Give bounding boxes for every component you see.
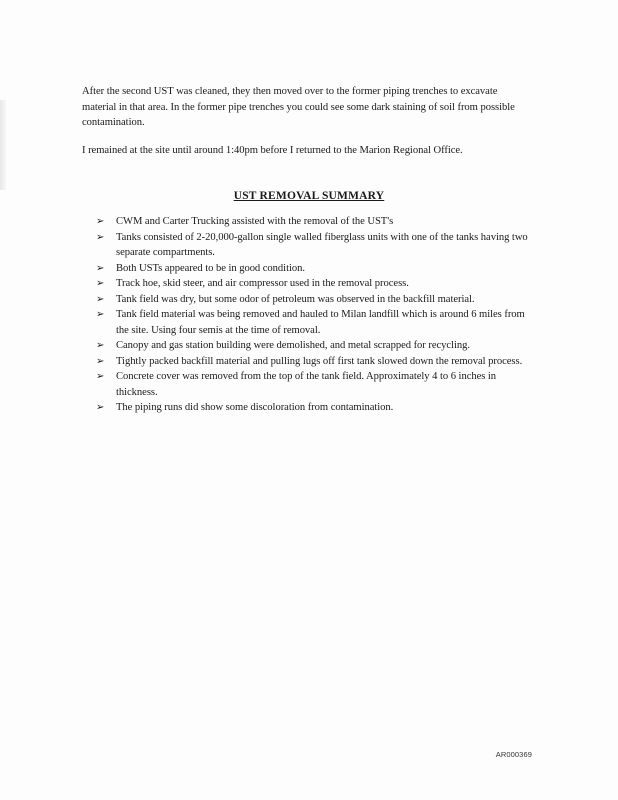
summary-item-text: Canopy and gas station building were demolished, and metal scrapped for recycling. [116,340,470,351]
paragraph-site-departure: I remained at the site until around 1:40pm before I returned to the Marion Regional Office. [82,145,463,156]
arrow-bullet-icon: ➢ [96,231,105,243]
summary-item-text: The piping runs did show some discoloration from contamination. [116,402,394,413]
summary-item-text: CWM and Carter Trucking assisted with the removal of the UST's [116,216,394,227]
summary-item-tank-field-odor [96,292,536,308]
summary-item-material-hauling [96,307,536,338]
summary-item-tank-description [96,230,536,261]
paragraph-trench-excavation: After the second UST was cleaned, they then moved over to the former piping trenches to excavate material in that area. In the former pipe trenches you could see some dark staining of soil from possible contamination. [82,86,515,128]
document-id-stamp: AR000369 [495,750,532,759]
summary-item-demolition [96,338,536,354]
summary-item-text: Tank field material was being removed and hauled to Milan landfill which is around 6 miles from the site. Using four semis at the time of removal. [116,309,525,336]
summary-item-text: Tank field was dry, but some odor of petroleum was observed in the backfill material. [116,293,475,305]
summary-item-piping-discoloration [96,400,536,416]
summary-item-concrete-cover [96,369,536,400]
arrow-bullet-icon: ➢ [96,371,105,382]
arrow-bullet-icon: ➢ [96,402,105,413]
summary-item-equipment [96,276,536,292]
summary-item-text: Track hoe, skid steer, and air compressor used in the removal process. [116,278,409,289]
section-title: UST REMOVAL SUMMARY [233,190,385,202]
arrow-bullet-icon: ➢ [96,355,105,367]
summary-item-removal-delay [96,354,536,370]
summary-item-text: Both USTs appeared to be in good condition. [116,262,305,274]
arrow-bullet-icon: ➢ [96,309,105,320]
arrow-bullet-icon: ➢ [96,278,105,289]
scan-edge-mark [0,100,6,190]
arrow-bullet-icon: ➢ [96,262,105,274]
summary-list [96,214,536,416]
arrow-bullet-icon: ➢ [96,293,105,305]
arrow-bullet-icon: ➢ [96,216,105,227]
arrow-bullet-icon: ➢ [96,340,105,351]
summary-item-text: Tightly packed backfill material and pulling lugs off first tank slowed down the removal process. [116,355,523,367]
summary-item-text: Concrete cover was removed from the top of the tank field. Approximately 4 to 6 inches in thickness. [116,371,497,398]
summary-item-text: Tanks consisted of 2-20,000-gallon single walled fiberglass units with one of the tanks having two separate compartments. [116,231,528,258]
summary-item-tank-condition [96,261,536,277]
summary-item-contractors [96,214,536,230]
